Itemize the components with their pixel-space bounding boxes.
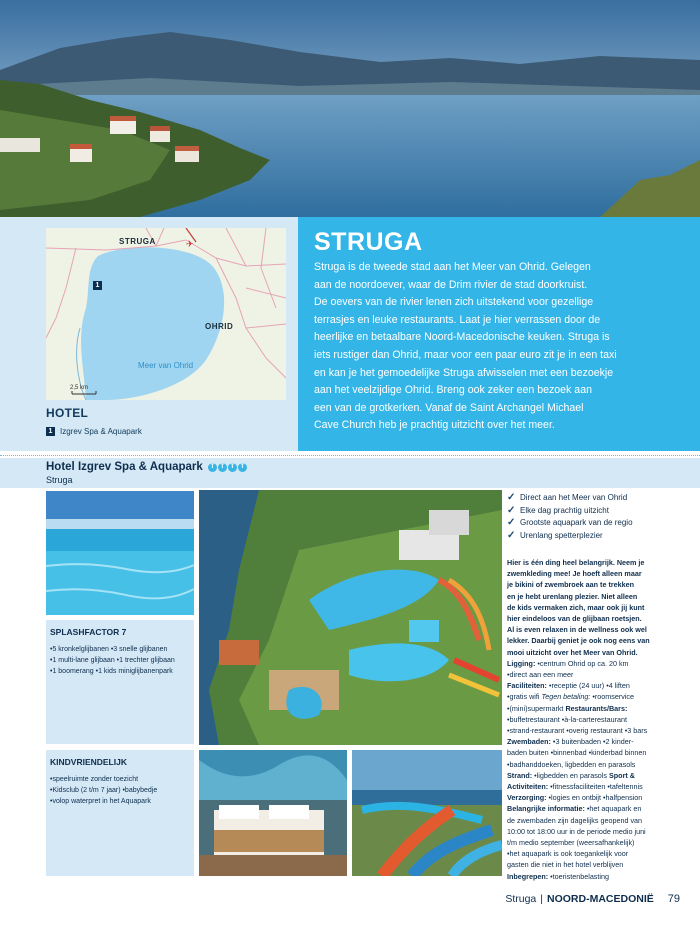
pools-line-2: baden buiten •binnenbad •kinderbad binnen: [507, 748, 647, 758]
rating-icon: T: [238, 463, 247, 472]
rating-icon: T: [218, 463, 227, 472]
beach-text: •ligbedden en parasols: [532, 770, 609, 780]
info-text: •het aquapark en: [584, 804, 642, 814]
intro-line: je bikini of zwembroek aan te trekken: [507, 580, 635, 590]
hotel-description: [507, 557, 697, 882]
hotel-number-badge: 1: [46, 427, 55, 436]
city-description-line: terrasjes en leuke restaurants. Laat je hier verrassen door de: [314, 313, 601, 326]
hero-photo-lake-ohrid: [0, 0, 700, 217]
splashfactor-line: •1 boomerang •1 kids miniglijbanenpark: [50, 668, 173, 675]
included-text: •toeristenbelasting: [548, 871, 609, 881]
included-label: Inbegrepen:: [507, 871, 549, 881]
splashfactor-box: [46, 620, 194, 744]
intro-line: en je hebt urenlang plezier. Niet alleen: [507, 591, 638, 601]
info-line-3: 10:00 tot 18:00 uur in de periode medio juni: [507, 826, 646, 836]
kid-friendly-line: •volop waterpret in het Aquapark: [50, 798, 151, 805]
splashfactor-text: [50, 644, 193, 677]
splashfactor-line: •1 multi-lane glijbaan •1 trechter glijbaan: [50, 657, 175, 664]
checkmark-icon: ✓: [507, 529, 516, 541]
map-scale: 2,5 km: [70, 385, 89, 391]
board-text: •logies en ontbijt •halfpension: [546, 793, 643, 803]
intro-line: de kids vermaken zich, maar ook jij kunt: [507, 602, 645, 612]
restaurants-line-2: •strand-restaurant •overig restaurant •3 bars: [507, 726, 648, 736]
city-description-line: De oevers van de rivier lenen zich uitstekend voor gezellige: [314, 296, 594, 309]
kid-friendly-text: [50, 774, 193, 807]
board-label: Verzorging:: [507, 793, 547, 803]
intro-line: lekker. Daarbij geniet je ook nog eens van: [507, 636, 650, 646]
hotel-list-item[interactable]: [46, 427, 142, 436]
city-description: [314, 259, 692, 435]
city-description-line: aan de noordoever, waar de Drim rivier de stad doorkruist.: [314, 278, 588, 291]
map-label-struga: STRUGA: [119, 237, 156, 246]
area-map: [46, 228, 286, 400]
included-line: [507, 871, 697, 882]
facilities-text: •receptie (24 uur) •4 liften: [546, 681, 630, 691]
highlight-text: Grootste aquapark van de regio: [520, 518, 633, 527]
hotel-room-photo: [199, 750, 347, 876]
location-label: Ligging:: [507, 658, 536, 668]
info-line-5: •het aquapark is ook toegankelijk voor: [507, 849, 629, 859]
footer-city: Struga: [505, 893, 537, 905]
beach-line: [507, 770, 697, 781]
activities-line: [507, 781, 697, 792]
hotel-list-item-name: Izgrev Spa & Aquapark: [60, 427, 142, 436]
page-number: 79: [667, 893, 680, 905]
city-description-line: iets rustiger dan Ohrid, maar voor een paar euro zit je in een taxi: [314, 348, 617, 361]
rating-icon: T: [208, 463, 217, 472]
hotel-location: Struga: [46, 475, 73, 485]
restaurants-label: Restaurants/Bars:: [565, 703, 628, 713]
location-line-2: •direct aan een meer: [507, 670, 574, 680]
city-description-line: heerlijke en betaalbare Noord-Macedonische keuken. Struga is: [314, 331, 610, 344]
info-line: [507, 803, 697, 814]
map-marker-1[interactable]: 1: [93, 281, 102, 290]
city-description-line: Struga is de tweede stad aan het Meer van Ohrid. Gelegen: [314, 261, 591, 273]
city-description-line: en kan je het gemoedelijke Struga afwisselen met een bezoekje: [314, 366, 614, 379]
city-title: STRUGA: [314, 228, 423, 256]
hotel-name: [46, 461, 247, 473]
intro-line: Al is even relaxen in de wellness ook wel: [507, 625, 647, 635]
pools-line: [507, 736, 697, 747]
hotel-name-text: Hotel Izgrev Spa & Aquapark: [46, 461, 203, 473]
city-description-line: aan het veelzijdige Ohrid. Breng ook zeker een bezoek aan: [314, 384, 592, 397]
supermarket-text: •(mini)supermarkt: [507, 703, 566, 713]
checkmark-icon: ✓: [507, 504, 516, 516]
roomservice-text: •roomservice: [590, 692, 635, 702]
map-label-lake: Meer van Ohrid: [138, 361, 194, 370]
paid-label: Tegen betaling:: [541, 692, 591, 702]
highlight-item: [507, 505, 697, 518]
facilities-label: Faciliteiten:: [507, 681, 547, 691]
water-slide-photo: [352, 750, 502, 876]
checkmark-icon: ✓: [507, 492, 516, 503]
city-description-line: Cave Church heb je prachtig uitzicht over het meer.: [314, 419, 555, 432]
location-line: [507, 658, 697, 669]
info-line-6: gasten die niet in het hotel verblijven: [507, 860, 624, 870]
svg-text:✈: ✈: [186, 240, 194, 250]
pool-photo: [46, 491, 194, 615]
rating-icon: T: [228, 463, 237, 472]
beach-label: Strand:: [507, 770, 533, 780]
map-label-ohrid: OHRID: [205, 322, 234, 331]
highlight-text: Elke dag prachtig uitzicht: [520, 505, 609, 515]
intro-line: mooi uitzicht over het Meer van Ohrid.: [507, 647, 638, 657]
activities-label: Activiteiten:: [507, 782, 549, 792]
pools-line-3: •badhanddoeken, ligbedden en parasols: [507, 759, 636, 769]
intro-line: zwemkleding mee! Je hoeft alleen maar: [507, 569, 642, 579]
kid-friendly-line: •speelruimte zonder toezicht: [50, 776, 139, 783]
highlight-text: Direct aan het Meer van Ohrid: [520, 493, 628, 502]
highlight-text: Urenlang spetterplezier: [520, 530, 603, 540]
checkmark-icon: ✓: [507, 517, 516, 528]
info-label: Belangrijke informatie:: [507, 804, 585, 814]
pools-label: Zwembaden:: [507, 737, 551, 747]
kid-friendly-line: •Kidsclub (2 t/m 7 jaar) •babybedje: [50, 787, 158, 794]
highlight-item: [507, 530, 697, 543]
sport-label: Sport &: [609, 770, 635, 780]
info-line-2: de zwembaden zijn dagelijks geopend van: [507, 815, 643, 825]
highlight-item: [507, 517, 697, 530]
kid-friendly-heading: KINDVRIENDELIJK: [50, 757, 127, 767]
pools-text: •3 buitenbaden •2 kinder-: [550, 737, 634, 747]
facilities-line-2: [507, 691, 697, 702]
footer-country: NOORD-MACEDONIË: [547, 893, 654, 905]
aquapark-aerial-photo: [199, 490, 502, 745]
splashfactor-line: •5 kronkelglijbanen •3 snelle glijbanen: [50, 646, 168, 653]
board-line: [507, 792, 697, 803]
footer-separator: |: [540, 893, 543, 905]
hotel-list-heading: HOTEL: [46, 406, 89, 420]
facilities-line: [507, 680, 697, 691]
section-divider: [0, 455, 700, 456]
location-text: •centrum Ohrid op ca. 20 km: [535, 658, 629, 668]
highlights-list: [507, 492, 697, 542]
kid-friendly-box: [46, 750, 194, 876]
splashfactor-heading: SPLASHFACTOR 7: [50, 627, 127, 637]
page-footer: [505, 893, 680, 905]
restaurants-line: •buffetrestaurant •à-la-carterestaurant: [507, 714, 627, 724]
highlight-item: [507, 492, 697, 505]
hotel-rating: [208, 463, 247, 472]
intro-line: hier eindeloos van de glijbaan roetsjen.: [507, 614, 642, 624]
wifi-text: •gratis wifi: [507, 692, 542, 702]
facilities-line-3: [507, 703, 697, 714]
city-description-line: een van de grotkerken. Vanaf de Saint Archangel Michael: [314, 401, 584, 414]
intro-line: Hier is één ding heel belangrijk. Neem je: [507, 558, 645, 567]
info-line-4: t/m medio september (weersafhankelijk): [507, 838, 635, 848]
activities-text: •fitnessfaciliteiten •tafeltennis: [548, 782, 643, 792]
